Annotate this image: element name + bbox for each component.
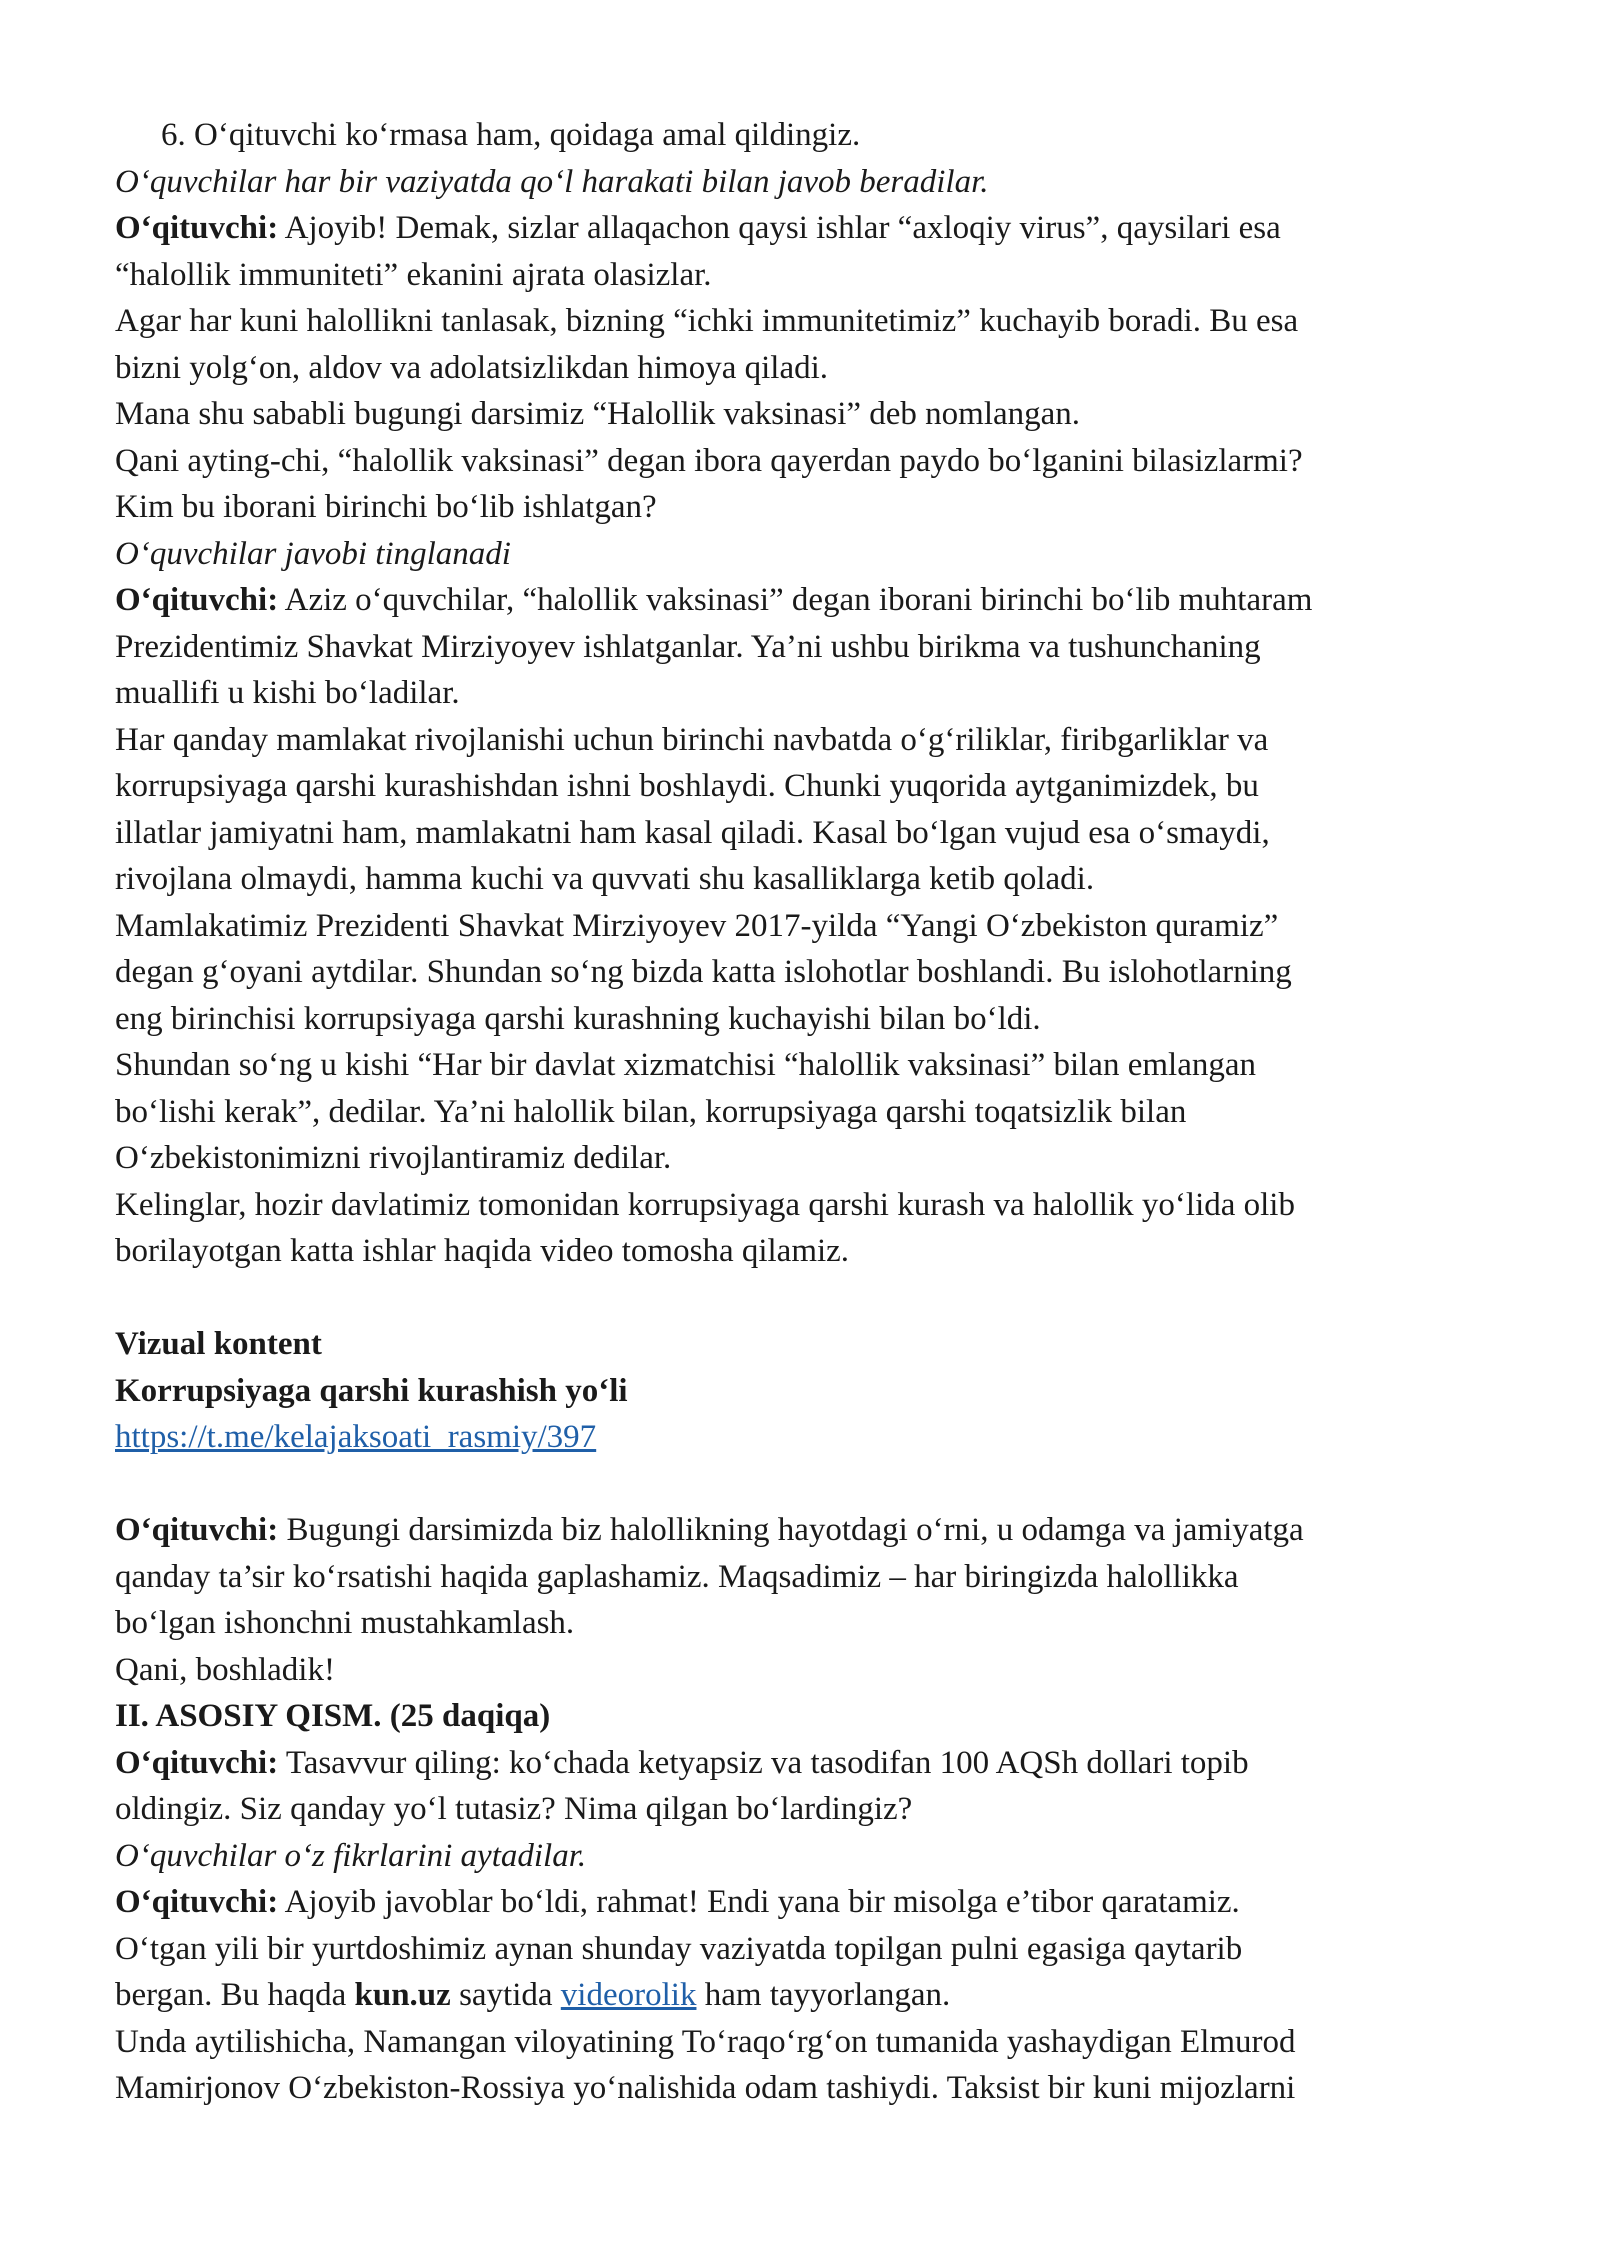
paragraph-line: bo‘lgan ishonchni mustahkamlash. [115,1605,575,1641]
paragraph-line: Qani ayting-chi, “halollik vaksinasi” degan ibora qayerdan paydo bo‘lganini bilasizlarmi? [115,442,1303,479]
speaker-label: O‘qituvchi: [115,1512,279,1548]
paragraph-text: Bugungi darsimizda biz halollikning hayotdagi o‘rni, u odamga va jamiyatga [278,1512,1304,1548]
video-title: Korrupsiyaga qarshi kurashish yo‘li [115,1372,628,1409]
section-heading: Vizual kontent [115,1326,322,1362]
teacher-paragraph [115,1507,1505,1554]
teacher-paragraph [115,577,1505,624]
stage-direction: O‘quvchilar o‘z fikrlarini aytadilar. [115,1837,587,1874]
paragraph-line [115,1972,1505,2019]
paragraph-line: eng birinchisi korrupsiyaga qarshi kurashning kuchayishi bilan bo‘ldi. [115,1000,1041,1037]
section-heading: II. ASOSIY QISM. (25 daqiqa) [115,1698,551,1734]
paragraph-text: Tasavvur qiling: ko‘chada ketyapsiz va tasodifan 100 AQSh dollari topib [278,1744,1249,1781]
paragraph-line: Agar har kuni halollikni tanlasak, bizning “ichki immunitetimiz” kuchayib boradi. Bu esa [115,303,1299,339]
paragraph-line: qanday ta’sir ko‘rsatishi haqida gaplashamiz. Maqsadimiz – har biringizda halollikka [115,1558,1239,1595]
text-run: ham tayyorlangan. [696,1977,951,2013]
paragraph-line: Mamlakatimiz Prezidenti Shavkat Mirziyoyev 2017-yilda “Yangi O‘zbekiston quramiz” [115,907,1279,944]
paragraph-line: illatlar jamiyatni ham, mamlakatni ham kasal qiladi. Kasal bo‘lgan vujud esa o‘smaydi, [115,814,1270,851]
paragraph-line: borilayotgan katta ishlar haqida video tomosha qilamiz. [115,1233,850,1269]
speaker-label: O‘qituvchi: [115,210,279,246]
paragraph-line: O‘tgan yili bir yurtdoshimiz aynan shunday vaziyatda topilgan pulni egasiga qaytarib [115,1930,1243,1967]
paragraph-text: Ajoyib! Demak, sizlar allaqachon qaysi ishlar “axloqiy virus”, qaysilari esa [278,210,1281,246]
document-page [115,112,1505,2112]
speaker-label: O‘qituvchi: [115,1744,279,1781]
paragraph-line: muallifi u kishi bo‘ladilar. [115,675,460,711]
teacher-paragraph [115,205,1505,252]
list-item-6: 6. O‘qituvchi ko‘rmasa ham, qoidaga amal qildingiz. [161,117,861,153]
videorolik-link[interactable]: videorolik [560,1977,697,2013]
paragraph-line: Kelinglar, hozir davlatimiz tomonidan korrupsiyaga qarshi kurash va halollik yo‘lida olib [115,1186,1295,1223]
paragraph-line: Prezidentimiz Shavkat Mirziyoyev ishlatganlar. Ya’ni ushbu birikma va tushunchaning [115,628,1261,665]
paragraph-line: “halollik immuniteti” ekanini ajrata olasizlar. [115,256,712,293]
paragraph-text: Aziz o‘quvchilar, “halollik vaksinasi” degan iborani birinchi bo‘lib muhtaram [278,582,1313,618]
paragraph-line: degan g‘oyani aytdilar. Shundan so‘ng bizda katta islohotlar boshlandi. Bu islohotlarning [115,954,1292,990]
teacher-paragraph [115,1879,1505,1926]
text-run: saytida [450,1977,561,2013]
blank-line [115,1461,1505,1508]
paragraph-line: Har qanday mamlakat rivojlanishi uchun birinchi navbatda o‘g‘riliklar, firibgarliklar va [115,721,1269,758]
paragraph-line: Kim bu iborani birinchi bo‘lib ishlatgan? [115,489,657,525]
paragraph-text: Ajoyib javoblar bo‘ldi, rahmat! Endi yana bir misolga e’tibor qaratamiz. [278,1884,1240,1920]
stage-direction: O‘quvchilar javobi tinglanadi [115,535,511,572]
paragraph-line: O‘zbekistonimizni rivojlantiramiz dedilar. [115,1140,672,1176]
text-run: bergan. Bu haqda [115,1977,355,2013]
paragraph-line: rivojlana olmaydi, hamma kuchi va quvvati shu kasalliklarga ketib qoladi. [115,861,1095,897]
paragraph-line: Unda aytilishicha, Namangan viloyatining To‘raqo‘rg‘on tumanida yashaydigan Elmurod [115,2023,1296,2060]
teacher-paragraph [115,1740,1505,1787]
stage-direction: O‘quvchilar har bir vaziyatda qo‘l harakati bilan javob beradilar. [115,163,989,200]
speaker-label: O‘qituvchi: [115,1884,279,1920]
speaker-label: O‘qituvchi: [115,582,279,618]
paragraph-line: Mana shu sababli bugungi darsimiz “Halollik vaksinasi” deb nomlangan. [115,396,1081,432]
paragraph-line: korrupsiyaga qarshi kurashishdan ishni boshlaydi. Chunki yuqorida aytganimizdek, bu [115,768,1259,804]
paragraph-line: bizni yolg‘on, aldov va adolatsizlikdan himoya qiladi. [115,349,829,386]
blank-line [115,1275,1505,1322]
paragraph-line: Shundan so‘ng u kishi “Har bir davlat xizmatchisi “halollik vaksinasi” bilan emlangan [115,1047,1256,1083]
paragraph-line: oldingiz. Siz qanday yo‘l tutasiz? Nima qilgan bo‘lardingiz? [115,1791,913,1827]
site-name: kun.uz [354,1977,451,2013]
paragraph-line: Qani, boshladik! [115,1651,335,1688]
video-link[interactable]: https://t.me/kelajaksoati_rasmiy/397 [115,1419,597,1455]
paragraph-line: bo‘lishi kerak”, dedilar. Ya’ni halollik bilan, korrupsiyaga qarshi toqatsizlik bilan [115,1093,1187,1130]
paragraph-line: Mamirjonov O‘zbekiston-Rossiya yo‘nalishida odam tashiydi. Taksist bir kuni mijozlarni [115,2070,1296,2106]
